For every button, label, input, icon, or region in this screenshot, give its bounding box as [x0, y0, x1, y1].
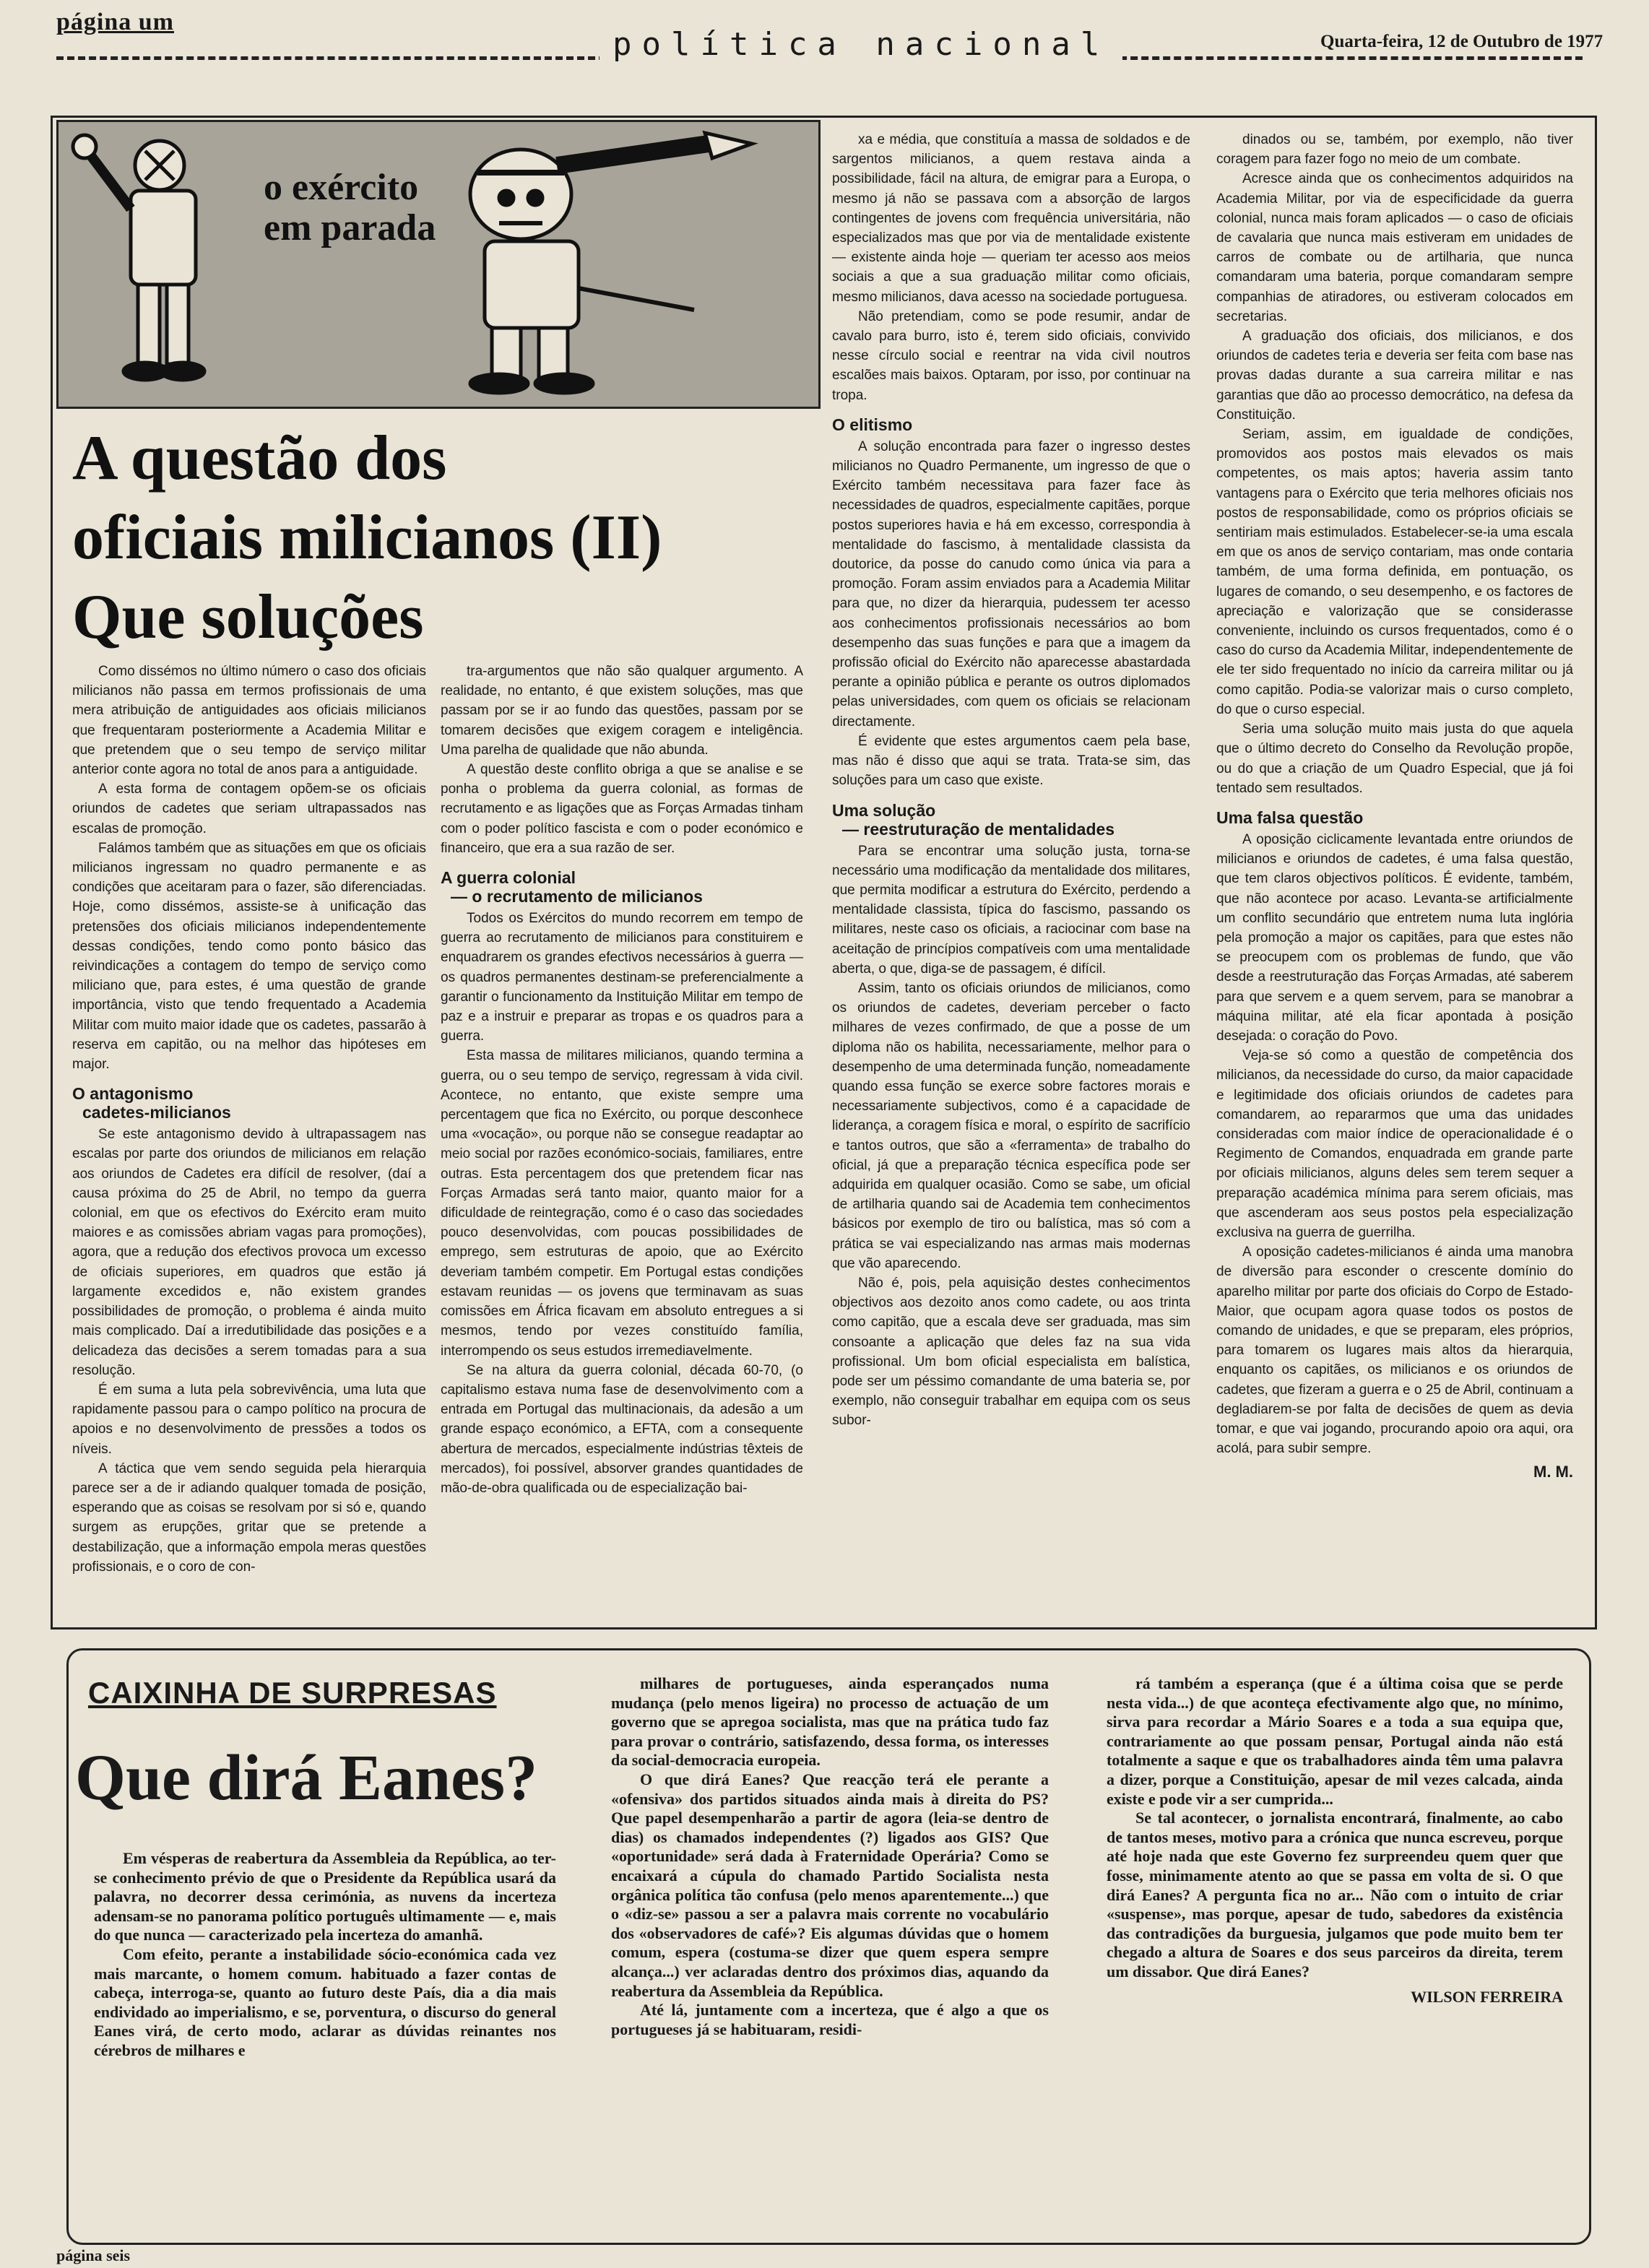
paragraph: Se tal acontecer, o jornalista encontrará, finalmente, ao cabo de tantos meses, motivo para a crónica que nunca escreveu, porque até hoje nada que este Governo fez surpreendeu quem quer que fosse, minimamente atento ao que se passa em volta de si. O que dirá Eanes? A pergunta fica no ar... Não com o intuito de criar «suspense», mas porque, apesar de tudo, sabedores da existência das contradições da burguesia, julgamos que pode muito bem ter chegado a altura de Soares e dos seus parceiros da direita, terem um dissabor. Que dirá Eanes?: [1107, 1809, 1563, 1981]
article-column-4: [1216, 130, 1573, 1481]
cartoon-soldiers-illustration: [56, 120, 821, 409]
section-title: política nacional: [600, 26, 1122, 63]
article-signature: M. M.: [1533, 1463, 1573, 1481]
paragraph: Seria uma solução muito mais justa do que aquela que o último decreto do Conselho da Revolução propõe, ou do que a criação de um Quadro Especial, que já foi tentado sem resultados.: [1216, 722, 1573, 796]
paragraph: Todos os Exércitos do mundo recorrem em tempo de guerra ao recrutamento de milicianos para constituirem e enquadrarem os grandes efectivos necessários à guerra — os quadros permanentes destinam-se preferencialmente a garantir o funcionamento da Instituição Militar em tempo de paz e a instruir e preparar as tropas e os quadros para a guerra.: [441, 911, 803, 1044]
paragraph: Assim, tanto os oficiais oriundos de milicianos, como os oriundos de cadetes, deveriam perceber o facto milhares de vezes confirmado, de que a posse de um diploma não os habilita, necessariamente, melhor para o desempenho de uma determinada função, nomeadamente quando essa função se exerce sobre factores morais e necessariamente subjectivos, como é a capacidade de liderança, a coragem física e moral, o espírito de sacrifício e tantos outros, que são a «ferramenta» de trabalho do oficial, já que a preparação técnica específica pode ser adquirida em qualquer ocasião. Como se sabe, um oficial de artilharia quando sai de Academia tem conhecimentos básicos por exemplo de tiro ou balística, mas só com a prática se vai especializando nas armas mais modernas que vão aparecendo.: [832, 980, 1190, 1271]
cartoon-drawing: [59, 122, 818, 407]
issue-date: Quarta-feira, 12 de Outubro de 1977: [1320, 32, 1603, 51]
subheading-line: — reestruturação de mentalidades: [842, 819, 1115, 839]
subheading-line: Uma falsa questão: [1216, 808, 1364, 827]
subheading: [832, 801, 1190, 839]
paragraph: O que dirá Eanes? Que reacção terá ele perante a «ofensiva» dos partidos situados ainda mais à direita do PS? Que papel desempenharão a partir de agora (leia-se dentro de dias) os chamados independentes (?) ligados aos GIS? Que «oportunidade» será dada à Fraternidade Operária? Como se encaixará a cúpula do chamado Partido Socialista nesta orgânica política tão confusa (pelo menos aparentemente...) que o «diz-se» passou a ser a palavra mais corrente no vocabulário dos «observadores de café»? Eis algumas dúvidas que o homem comum, espera (costuma-se dizer que quem espera sempre alcança...) ver aclaradas dentro dos próximos dias, aquando da reabertura da Assembleia da República.: [611, 1770, 1049, 2000]
subheading-line: Uma solução: [832, 800, 936, 820]
headline-line: A questão dos: [72, 423, 447, 493]
paragraph: xa e média, que constituía a massa de soldados e de sargentos milicianos, a quem restava ainda a possibilidade, fácil na altura, de emigrar para a Europa, o mesmo já não se passava com a absorção de largos contingentes de jovens com frequência universitária, não especializados mas que por via de mentalidade existente — existente ainda hoje — queriam ter acesso aos meios sociais a que a sua graduação militar como oficiais, mesmo milicianos, dava acesso na sociedade portuguesa.: [832, 132, 1190, 305]
paragraph: Esta massa de militares milicianos, quando termina a guerra, ou o seu tempo de serviço, regressam à vida civil. Acontece, no entanto, que existe sempre uma percentagem que fica no Exército, ou porque desconhece uma «vocação», ou porque não se consegue readaptar ao meio social por razões económico-sociais, familiares, entre outras. Esta percentagem dos que pretendem ficar nas Forças Armadas será tanto maior, quanto maior for a dificuldade de reintegração, como é o caso das sociedades pouco desenvolvidas, com poucas possibilidades de emprego, sem estruturas de apoio, que ao Exército deveriam também competir. Em Portugal estas condições estavam reunidas — os jovens que terminavam as suas comissões em África ficavam em absoluto entregues a si mesmos, tendo por vezes constituído família, interrompendo os seus estudos irremediavelmente.: [441, 1048, 803, 1359]
subheading: [441, 868, 803, 906]
paragraph: Acresce ainda que os conhecimentos adquiridos na Academia Militar, por via de especificidade da guerra colonial, nunca mais foram aplicados — o caso de oficiais de cavalaria que nunca mais estiveram em unidades de carros de combate ou de artilharia, que nunca comandaram uma bateria, porque comandaram sempre companhias de atiradores, ou estiveram colocados em secretarias.: [1216, 171, 1573, 324]
article-column-3: [832, 130, 1190, 1431]
headline-line: Que soluções: [72, 582, 424, 652]
subheading-line: A guerra colonial: [441, 868, 576, 888]
paragraph: Se este antagonismo devido à ultrapassagem nas escalas por parte dos oriundos de milicianos em relação aos oriundos de Cadetes era difícil de resolver, (daí a causa próxima do 25 de Abril, no tempo da guerra colonial, em que os efectivos do Exército eram muito maiores e as comissões abriam vagas para promoções), agora, que a redução dos efectivos provoca um excesso de oficiais superiores, em quadros que estão já largamente excedidos e, não existem grandes possibilidades de promoção, o problema é ainda muito mais complicado. Daí a irredutibilidade das posições e a delicadeza das decisões a serem tomadas para a sua resolução.: [72, 1127, 426, 1378]
cartoon-caption-line: o exército: [264, 167, 419, 208]
page-label: página um: [56, 9, 174, 35]
paragraph: A questão deste conflito obriga a que se analise e se ponha o problema da guerra colonial, as formas de recrutamento e as ligações que as Forças Armadas tinham com o poder político fascista e com o poder económico e financeiro, que era a sua razão de ser.: [441, 762, 803, 856]
paragraph: Com efeito, perante a instabilidade sócio-económica cada vez mais marcante, o homem comum. habituado a fazer contas de cabeça, interroga-se, quanto ao futuro deste País, dia a dia mais endividado ao imperialismo, e se, porventura, o discurso do general Eanes virá, de certo modo, aclarar as dúvidas reinantes nos cérebros de milhares e: [94, 1944, 556, 2059]
paragraph: Não é, pois, pela aquisição destes conhecimentos objectivos aos dezoito anos como cadete, ou aos trinta como capitão, que a escala deve ser graduada, mas sim consoante a aplicação que deles faz na sua vida profissional. Um bom oficial especialista em balística, pode ser um péssimo comandante de uma bateria se, por exemplo, não conseguir trabalhar em equipa com os seus subor-: [832, 1275, 1190, 1429]
paragraph: Em vésperas de reabertura da Assembleia da República, ao ter-se conhecimento prévio de que o Presidente da República usará da palavra, no decorrer dessa cerimónia, as nuvens da incerteza adensam-se no panorama político português ultimamente — e, mais do que nunca — caracterizado pela incerteza do amanhã.: [94, 1849, 556, 1944]
subheading: [832, 415, 1190, 434]
article-headline: [72, 419, 823, 657]
subheading-line: cadetes-milicianos: [82, 1103, 231, 1122]
paragraph: Falámos também que as situações em que os oficiais milicianos ingressam no quadro permanente e as condições que aceitaram para o fazer, são diferenciadas. Hoje, como dissémos, assiste-se à unificação das pretensões dos oficiais milicianos independentemente dessas condições, tendo como ponto básico das reivindicações a contagem do tempo de serviço como miliciano que, para estes, é uma questão de grande importância, visto que tendo frequentado a Academia Militar com muito maior idade que os cadetes, passarão à reserva em capitão, ou na melhor das hipóteses em major.: [72, 840, 426, 1073]
box-column-3: [1107, 1674, 1563, 2007]
subheading-line: O elitismo: [832, 415, 913, 434]
paragraph: tra-argumentos que não são qualquer argumento. A realidade, no entanto, é que existem soluções, mas que passam por se ir ao fundo das questões, passam por se tomarem decisões que exigem coragem e inteligência. Uma parelha de qualidade que não abunda.: [441, 664, 803, 758]
footer-page-label: página seis: [56, 2246, 131, 2264]
paragraph: milhares de portugueses, ainda esperançados numa mudança (pelo menos ligeira) no processo de actuação de um governo que se apregoa socialista, mas que na prática tudo faz para provar o contrário, satisfazendo, dessa forma, os interesses da social-democracia europeia.: [611, 1674, 1049, 1770]
box-column-1: [94, 1849, 556, 2061]
paragraph: É em suma a luta pela sobrevivência, uma luta que rapidamente passou para o campo político na procura de apoios e no desenvolvimento de pressões a todos os níveis.: [72, 1382, 426, 1457]
paragraph: Para se encontrar uma solução justa, torna-se necessário uma modificação da mentalidade dos militares, que permita modificar a estrutura do Exército, perdendo a mentalidade classista, típica do fascismo, passando os militares, neste caso os oficiais, a raciocinar com base na aceitação de princípios compatíveis com uma mentalidade aberta, o que, diga-se de passagem, é difícil.: [832, 843, 1190, 977]
paragraph: Até lá, juntamente com a incerteza, que é algo a que os portugueses já se habituaram, residi-: [611, 2001, 1049, 2038]
subheading-line: — o recrutamento de milicianos: [451, 887, 703, 906]
paragraph: dinados ou se, também, por exemplo, não tiver coragem para fazer fogo no meio de um combate.: [1216, 132, 1573, 168]
paragraph: rá também a esperança (que é a última coisa que se perde nesta vida...) de que aconteça efectivamente algo que, no mínimo, sirva para recordar a Mário Soares e a toda a sua equipa que, contrariamente ao que possam pensar, Portugal ainda não está totalmente a saque e que os trabalhadores ainda têm uma palavra a dizer, porque a Constituição, apesar de mil vezes calcada, ainda existe e pode vir a ser cumprida...: [1107, 1674, 1563, 1808]
paragraph: Seriam, assim, em igualdade de condições, promovidos aos postos mais elevados os mais competentes, os mais aptos; haveria assim tanto vantagens para o Exército que teria melhores oficiais nos postos de responsabilidade, como os próprios oficiais se sentiriam mais estimulados. Estabelecer-se-ia uma escala em que os anos de serviço contariam, mas onde contaria também, de uma forma definida, em pontuação, os lugares de comando, o seu desempenho, e os factores de apreciação e valorização que se considerasse conveniente, incluindo os cursos frequentados, como é o caso do curso da Academia Militar, independentemente de ele ter sido frequentado no início da carreira militar ou já como capitão. Podia-se valorizar mais o curso completo, do que o curso especial.: [1216, 427, 1573, 717]
box-title: Que dirá Eanes?: [75, 1742, 538, 1814]
paragraph: Não pretendiam, como se pode resumir, andar de cavalo para burro, isto é, terem sido oficiais, convivido nesse círculo social e reentrar na vida civil noutros escalões mais baixos. Optaram, por isso, por continuar na tropa.: [832, 308, 1190, 403]
paragraph: Como dissémos no último número o caso dos oficiais milicianos não passa em termos profissionais de uma mera atribuição de antiguidades aos oficiais milicianos que frequentaram posteriormente a Academia Militar e que pretendem que o seu tempo de serviço militar anterior conte agora no total de anos para a antiguidade.: [72, 664, 426, 778]
subheading: [72, 1084, 426, 1122]
headline-line: oficiais milicianos (II): [72, 503, 662, 573]
paragraph: A graduação dos oficiais, dos milicianos, e dos oriundos de cadetes teria e deveria ser feita com base nas provas dadas durante a sua carreira militar e nas garantias que dão ao processo democrático, na defesa da Constituição.: [1216, 329, 1573, 423]
subheading-line: O antagonismo: [72, 1084, 194, 1104]
paragraph: A oposição cadetes-milicianos é ainda uma manobra de diversão para esconder o crescente domínio do aparelho militar por parte dos oficiais do Corpo de Estado-Maior, que ocupam agora quase todos os postos de comando de unidades, e que se preparam, eles próprios, para tomarem os lugares mais altos da hierarquia, enquanto os capitães, os milicianos e os oriundos de cadetes, que fizeram a guerra e o 25 de Abril, continuam a degladiarem-se por falta de decisões de quem as devia tomar, e que vai jogando, procurando apoio ora aqui, ora acolá, para subir sempre.: [1216, 1245, 1573, 1457]
article-column-1: [72, 662, 426, 1577]
paragraph: A táctica que vem sendo seguida pela hierarquia parece ser a de ir adiando qualquer tomada de posição, esperando que as coisas se resolvam por si só e, quando surgem as erupções, gritar que se pretende a destabilização, que a informação empola meras questões profissionais, e o coro de con-: [72, 1460, 426, 1575]
box-signature: WILSON FERREIRA: [1411, 1987, 1563, 2006]
cartoon-caption: [264, 168, 436, 248]
box-column-2: [611, 1674, 1049, 2039]
paragraph: Veja-se só como a questão de competência dos milicianos, da necessidade do curso, da maior capacidade e legitimidade dos oficiais oriundos de cadetes para comandarem, ao repararmos que uma das unidades consideradas com maior índice de operacionalidade é o Regimento de Comandos, enquadrada em grande parte por oficiais milicianos, alguns deles sem terem sequer a preparação académica mínima para serem oficiais, mas que ascenderam aos seus postos pela especialização exclusiva na guerra de guerrilha.: [1216, 1048, 1573, 1240]
paragraph: Se na altura da guerra colonial, década 60-70, (o capitalismo estava numa fase de desenvolvimento com a entrada em Portugal das multinacionais, da adesão a um grande espaço económico, a EFTA, com a consequente abertura de mercados, especialmente indústrias têxteis de mercados), foi possível, absorver grandes quantidades de mão-de-obra qualificada ou de especialização bai-: [441, 1362, 803, 1496]
cartoon-caption-line: em parada: [264, 207, 436, 248]
article-column-2: [441, 662, 803, 1498]
paragraph: A esta forma de contagem opõem-se os oficiais oriundos de cadetes que seriam ultrapassados nas escalas de promoção.: [72, 782, 426, 836]
paragraph: A oposição ciclicamente levantada entre oriundos de milicianos e oriundos de cadetes, é uma falsa questão, que tem claros objectivos políticos. É evidente, também, que não acontece por acaso. Levanta-se artificialmente um conflito secundário que entretem numa luta inglória pela promoção a major os capitães, para que estes não se preocupem com os problemas de fundo, que vão desde a reestruturação das Forças Armadas, até saberem para que servem e a quem servem, para se manobrar a máquina militar, até ela ficar apontada à posição desejada: o coração do Povo.: [1216, 831, 1573, 1044]
paragraph: É evidente que estes argumentos caem pela base, mas não é disso que aqui se trata. Trata-se sim, das soluções para um caso que existe.: [832, 733, 1190, 789]
box-kicker: CAIXINHA DE SURPRESAS: [88, 1676, 497, 1710]
paragraph: A solução encontrada para fazer o ingresso destes milicianos no Quadro Permanente, um ingresso de que o Exército também necessitava para fazer face às necessidades de quadros, especialmente capitães, porque postos superiores havia e há em excesso, correspondia à mentalidade do fascismo, à mentalidade classista da doutorice, da posse do canudo como única via para a promoção. Foram assim enviados para a Academia Militar para que, no dizer da hierarquia, pudessem ter acesso aos conhecimentos profissionais necessários ao bom desempenho das suas funções e para que a imagem da profissão oficial do Exército não aparecesse abastardada perante a opinião pública e perante os outros diplomados pelas universidades, com quem os oficiais se relacionam directamente.: [832, 438, 1190, 730]
subheading: [1216, 808, 1573, 827]
